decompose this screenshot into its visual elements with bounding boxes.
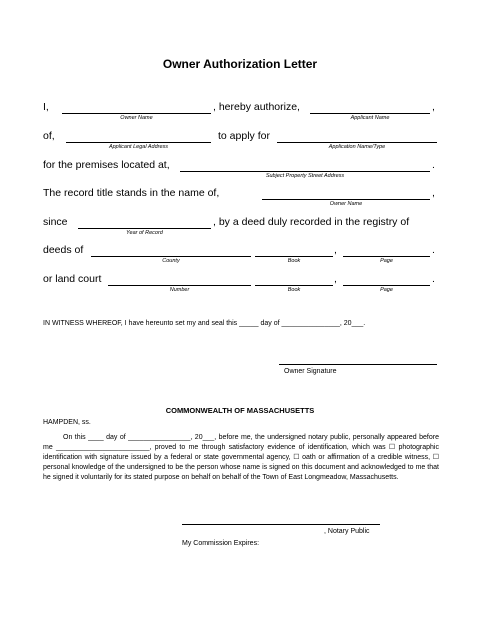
row5-middle-label: , by a deed duly recorded in the registry of bbox=[213, 216, 410, 228]
row2-middle-label: to apply for bbox=[218, 130, 270, 142]
year-of-record-caption: Year of Record bbox=[126, 230, 163, 236]
deed-page-caption: Page bbox=[380, 258, 393, 264]
witness-statement: IN WITNESS WHEREOF, I have hereunto set my and seal this _____ day of _______________, 20___. bbox=[43, 320, 366, 327]
deed-book-caption: Book bbox=[287, 258, 301, 264]
notary-public-label: , Notary Public bbox=[324, 528, 370, 535]
row3-start-label: for the premises located at, bbox=[43, 159, 170, 171]
owner-signature-line[interactable] bbox=[279, 364, 437, 365]
application-type-caption: Application Name/Type bbox=[328, 144, 386, 150]
land-court-page-line[interactable] bbox=[343, 285, 430, 286]
county-caption: County bbox=[162, 258, 180, 264]
row6-sep-label: , bbox=[334, 244, 337, 256]
row2-start-label: of, bbox=[43, 130, 55, 142]
owner-signature-label: Owner Signature bbox=[284, 368, 337, 375]
row6-end-label: . bbox=[432, 244, 435, 256]
property-address-caption: Subject Property Street Address bbox=[265, 173, 345, 179]
applicant-address-line[interactable] bbox=[66, 142, 211, 143]
row4-end-label: , bbox=[432, 187, 435, 199]
notary-signature-line[interactable] bbox=[182, 524, 380, 525]
owner-name-line[interactable] bbox=[62, 113, 211, 114]
year-of-record-line[interactable] bbox=[78, 228, 211, 229]
commonwealth-heading: COMMONWEALTH OF MASSACHUSETTS bbox=[165, 406, 315, 415]
row3-end-label: . bbox=[432, 159, 435, 171]
applicant-name-line[interactable] bbox=[310, 113, 430, 114]
owner-name-caption: Owner Name bbox=[120, 115, 153, 121]
row7-sep-label: , bbox=[334, 273, 337, 285]
row4-start-label: The record title stands in the name of, bbox=[43, 187, 220, 199]
notary-paragraph bbox=[43, 433, 439, 483]
property-address-line[interactable] bbox=[180, 171, 430, 172]
land-court-book-line[interactable] bbox=[255, 285, 333, 286]
row1-start-label: I, bbox=[43, 101, 49, 113]
record-owner-line[interactable] bbox=[262, 199, 430, 200]
row6-start-label: deeds of bbox=[43, 244, 84, 256]
applicant-name-caption: Applicant Name bbox=[350, 115, 390, 121]
form-title: Owner Authorization Letter bbox=[162, 57, 318, 71]
land-court-page-caption: Page bbox=[380, 287, 393, 293]
land-court-number-caption: Number bbox=[169, 287, 190, 293]
application-type-line[interactable] bbox=[277, 142, 437, 143]
land-court-book-caption: Book bbox=[287, 287, 301, 293]
record-owner-caption: Owner Name bbox=[329, 201, 363, 207]
deed-book-line[interactable] bbox=[255, 256, 333, 257]
notary-paragraph-text: On this ____ day of ________________, 20___, before me, the undersigned notary public, personally appeared before me ________________________, proved to me through satisfactory evidence of identification, which was ☐ photographic identification with signature issued by a federal or state governmental agency, ☐ oath or affirmation of a credible witness, ☐ personal knowledge of the undersigned to be the person whose name is signed on this document and acknowledged to me that he signed it voluntarily for its stated purpose on behalf on behalf of the Town of East Longmeadow, Massachusetts. bbox=[43, 434, 439, 481]
row1-end-label: , bbox=[432, 101, 435, 113]
county-venue: HAMPDEN, ss. bbox=[43, 419, 91, 426]
row1-middle-label: , hereby authorize, bbox=[213, 101, 300, 113]
row5-start-label: since bbox=[43, 216, 68, 228]
row7-end-label: . bbox=[432, 273, 435, 285]
deed-page-line[interactable] bbox=[343, 256, 430, 257]
commission-expires-label: My Commission Expires: bbox=[182, 540, 260, 547]
land-court-number-line[interactable] bbox=[108, 285, 251, 286]
row7-start-label: or land court bbox=[43, 273, 102, 285]
county-line[interactable] bbox=[91, 256, 251, 257]
applicant-address-caption: Applicant Legal Address bbox=[108, 144, 169, 150]
